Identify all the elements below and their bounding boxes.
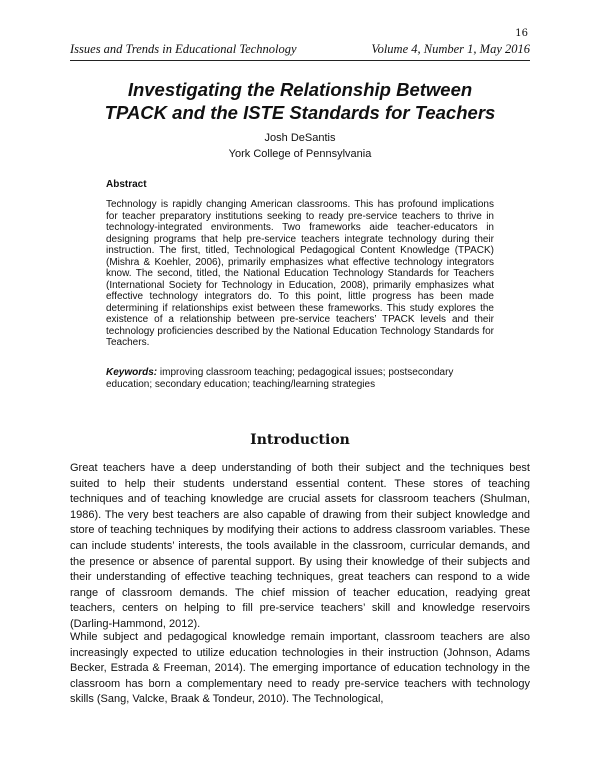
keywords-text: improving classroom teaching; pedagogical issues; postsecondary education; secondary education; teaching/learning strategies — [106, 367, 454, 390]
running-header — [70, 42, 530, 57]
header-rule — [70, 60, 530, 61]
title-line-2: TPACK and the ISTE Standards for Teachers — [104, 102, 496, 123]
author-name: Josh DeSantis — [264, 132, 336, 144]
section-heading: Introduction — [250, 432, 350, 448]
body-paragraph-2: While subject and pedagogical knowledge remain important, classroom teachers are also increasingly expected to utilize education technologies in their instruction (Johnson, Adams Becker, Estrada & Freeman, 2014). The emerging importance of education technology in the classroom has born a complementary need to ready pre-service teachers with technology skills (Sang, Valcke, Braak & Tondeur, 2010). The Technological, — [70, 631, 530, 706]
journal-name: Issues and Trends in Educational Technology — [70, 42, 297, 56]
body-paragraph-1: Great teachers have a deep understanding of both their subject and the techniques best suited to help their students understand essential content. These stores of teaching techniques and of teaching knowledge are crucial assets for classroom teachers (Shulman, 1986). The very best teachers are also capable of drawing from their subject knowledge and store of teaching techniques by modifying their actions to address classroom variables. These can include students’ interests, the tools available in the classroom, curricular demands, and the presence or absence of parental support. By using their knowledge of their subjects and their understanding of effective teaching techniques, great teachers can respond to a wide range of classroom demands. The chief mission of teacher education, readying great teachers, centers on helping to fill pre-service teachers’ skill and knowledge reservoirs (Darling-Hammond, 2012). — [70, 462, 530, 630]
title-line-1: Investigating the Relationship Between — [127, 79, 473, 100]
abstract-heading: Abstract — [106, 179, 147, 190]
keywords-label: Keywords: — [106, 367, 158, 378]
article-title — [0, 78, 600, 124]
volume-info: Volume 4, Number 1, May 2016 — [371, 42, 530, 56]
author-affiliation: York College of Pennsylvania — [228, 148, 372, 160]
abstract-text: Technology is rapidly changing American classrooms. This has profound implications for teacher preparatory institutions seeking to ready pre-service teachers to thrive in technology-integrated environments. Two frameworks aide teacher-educators in designing programs that help pre-service teachers integrate technology during their instruction. The first, titled, Technological Pedagogical Content Knowledge (TPACK) (Mishra & Koehler, 2006), primarily emphasizes what effective technology integrators know. The second, titled, the National Education Technology Standards for Teachers (International Society for Technology in Education, 2008), primarily emphasizes what effective technology integrators do. To this point, little progress has been made determining if relationships exist between these frameworks. This study explores the existence of a relationship between pre-service teachers’ TPACK levels and their technology proficiencies described by the National Education Technology Standards for Teachers. — [106, 199, 494, 348]
keywords — [106, 367, 494, 390]
page-number: 16 — [515, 28, 528, 39]
